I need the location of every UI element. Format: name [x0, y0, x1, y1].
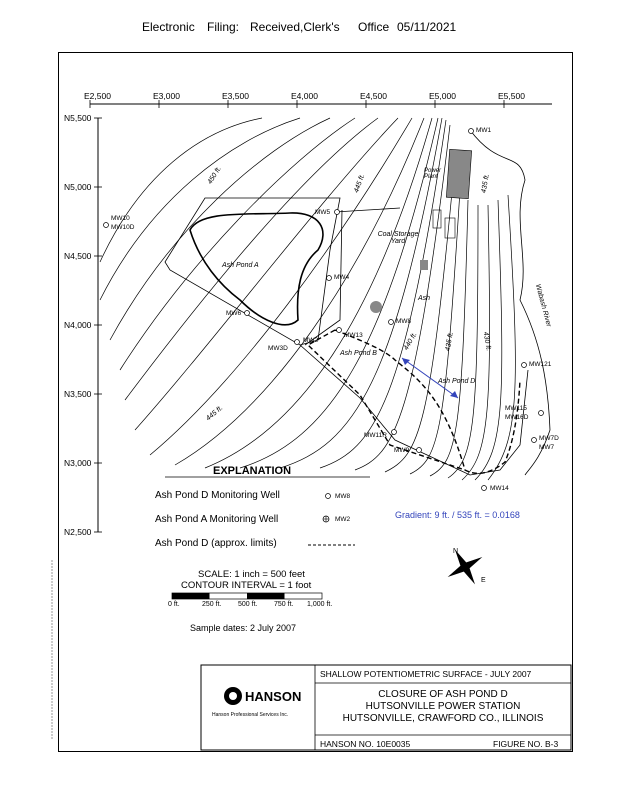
label-wabash-river: Wabash River [533, 283, 552, 328]
well-label: MW7 [539, 444, 555, 451]
label-ash: Ash [418, 295, 431, 302]
explanation-title: EXPLANATION [213, 465, 292, 477]
header-filing: Filing: [207, 20, 240, 34]
company-logo-text: HANSON [245, 689, 302, 704]
header-received: Received,Clerk's [250, 20, 340, 34]
northing-tick: N2,500 [64, 527, 92, 537]
contour-label: 435 ft. [480, 173, 491, 194]
north-arrow-n: N [453, 548, 459, 555]
legend-code: MW2 [335, 516, 351, 523]
contour-label: 435 ft. [444, 331, 455, 352]
easting-tick: E2,500 [84, 91, 111, 101]
contour-label: 445 ft. [353, 173, 367, 194]
well-label: MW10D [111, 224, 135, 231]
contour-label: 440 ft. [402, 331, 419, 352]
header-electronic: Electronic [142, 20, 195, 34]
well-label: MW10 [111, 215, 130, 222]
northing-tick: N4,500 [64, 251, 92, 261]
easting-tick: E3,000 [153, 91, 180, 101]
title-line-1: CLOSURE OF ASH POND D [378, 689, 508, 700]
well-label: MW3D [268, 345, 288, 352]
legend-ash-pond-a-well: Ash Pond A Monitoring Well [155, 514, 279, 525]
easting-tick: E4,500 [360, 91, 387, 101]
contour-label: 445 ft. [205, 404, 225, 423]
legend-code: MW8 [335, 493, 351, 500]
scale-tick: 250 ft. [202, 601, 222, 608]
well-label: MW2 [303, 337, 319, 344]
northing-tick: N5,000 [64, 182, 92, 192]
scale-tick: 750 ft. [274, 601, 294, 608]
label-ash-pond-a: Ash Pond A [222, 262, 259, 269]
contour-label: 450 ft. [206, 165, 223, 186]
well-label: MW115 [505, 405, 527, 412]
legend-ash-pond-d-well: Ash Pond D Monitoring Well [155, 490, 280, 501]
contour-label: 430 ft. [481, 331, 492, 352]
label-power-plant: Power Plant [424, 168, 442, 180]
label-coal-storage-yard: Coal Storage Yard [377, 231, 419, 245]
well-label: MW8 [396, 318, 412, 325]
header-office: Office [358, 20, 390, 34]
well-label: MW16D [505, 414, 529, 421]
scale-text: SCALE: 1 inch = 500 feet [198, 569, 305, 580]
well-label: MW121 [529, 361, 552, 368]
scale-tick: 1,000 ft. [307, 601, 333, 608]
title-line-2: HUTSONVILLE POWER STATION [365, 701, 521, 712]
north-arrow-e: E [481, 577, 486, 584]
northing-tick: N3,500 [64, 389, 92, 399]
figure-number: FIGURE NO. B-3 [493, 739, 559, 749]
easting-tick: E3,500 [222, 91, 249, 101]
header-date: 05/11/2021 [397, 20, 457, 34]
well-label: MW5 [315, 209, 331, 216]
label-ash-pond-b: Ash Pond B [340, 350, 377, 357]
well-label: MW11R [364, 432, 387, 439]
well-label: MW13 [344, 332, 363, 339]
well-label: MW6 [226, 310, 242, 317]
legend-ash-pond-d-limits: Ash Pond D (approx. limits) [155, 538, 277, 549]
well-label: MW14 [490, 485, 509, 492]
scale-tick: 500 ft. [238, 601, 258, 608]
well-label: MW1 [476, 127, 492, 134]
well-label: MW7D [539, 435, 559, 442]
well-label: MW9 [394, 447, 410, 454]
company-subtitle: Hanson Professional Services Inc. [212, 712, 289, 718]
northing-tick: N3,000 [64, 458, 92, 468]
northing-tick: N5,500 [64, 113, 92, 123]
well-label: MW4 [334, 274, 350, 281]
sample-dates: Sample dates: 2 July 2007 [190, 623, 297, 633]
northing-tick: N4,000 [64, 320, 92, 330]
label-ash-pond-d: Ash Pond D [438, 378, 476, 385]
easting-tick: E4,000 [291, 91, 318, 101]
title-surface: SHALLOW POTENTIOMETRIC SURFACE - JULY 2007 [320, 669, 532, 679]
easting-tick: E5,000 [429, 91, 456, 101]
easting-tick: E5,500 [498, 91, 525, 101]
title-line-3: HUTSONVILLE, CRAWFORD CO., ILLINOIS [342, 713, 544, 724]
scale-tick: 0 ft. [168, 601, 180, 608]
hanson-number: HANSON NO. 10E0035 [320, 739, 411, 749]
gradient-text: Gradient: 9 ft. / 535 ft. = 0.0168 [395, 510, 520, 520]
contour-interval-text: CONTOUR INTERVAL = 1 foot [181, 580, 312, 591]
